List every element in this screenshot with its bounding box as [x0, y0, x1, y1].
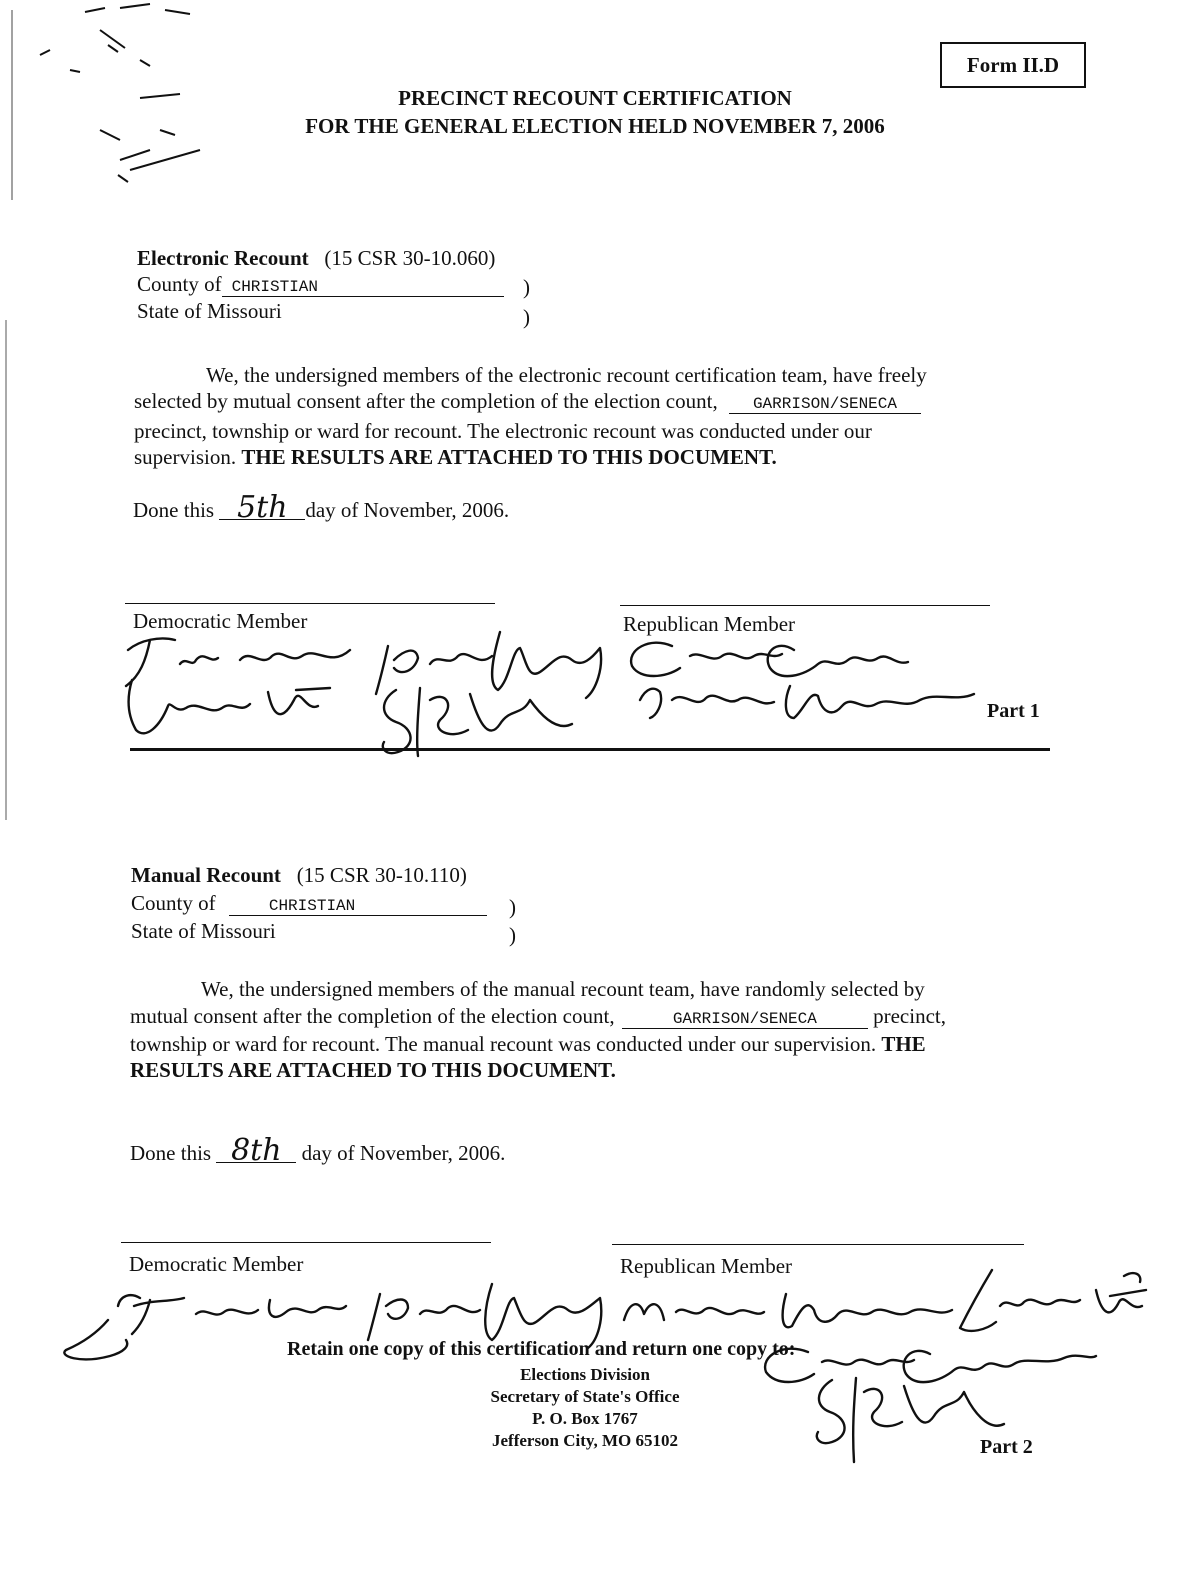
democratic-member-label: Democratic Member	[129, 1252, 304, 1276]
done-this-row-2	[130, 1133, 506, 1168]
democratic-member-label: Democratic Member	[133, 609, 308, 633]
part-2-label: Part 2	[980, 1436, 1033, 1458]
signature-republican-1	[631, 643, 908, 676]
title-line-1: PRECINCT RECOUNT CERTIFICATION	[398, 86, 792, 110]
county-label: County of	[131, 891, 216, 915]
part-1-label: Part 1	[987, 700, 1040, 722]
done-day-handwritten: 8th	[216, 1140, 296, 1163]
electronic-recount-heading-row	[137, 245, 495, 271]
paren: )	[523, 305, 530, 329]
state-label: State of Missouri	[131, 919, 276, 943]
signature-republican-2	[640, 686, 974, 718]
paragraph-text: township or ward for recount. The manual recount was conducted under our supervision.	[130, 1032, 877, 1056]
county-field: CHRISTIAN	[229, 897, 487, 916]
signature-line	[612, 1244, 1024, 1245]
signature-line	[121, 1242, 491, 1243]
paragraph-line	[130, 1031, 926, 1058]
manual-recount-citation: (15 CSR 30-10.110)	[296, 863, 467, 887]
signature-bottom-6	[817, 1378, 1004, 1462]
signature-bottom-5	[765, 1349, 1096, 1382]
done-day-handwritten: 5th	[219, 497, 305, 520]
county-row-2	[131, 890, 487, 916]
retain-instruction: Retain one copy of this certification and return one copy to:	[287, 1338, 796, 1360]
manual-recount-heading-row	[131, 862, 467, 888]
results-attached-notice: RESULTS ARE ATTACHED TO THIS DOCUMENT.	[130, 1058, 616, 1082]
paragraph-line: We, the undersigned members of the manual recount team, have randomly selected by	[201, 977, 925, 1001]
paragraph-line: precinct, township or ward for recount. The electronic recount was conducted under our	[134, 419, 872, 443]
signature-democratic-1	[126, 638, 350, 686]
manual-recount-heading: Manual Recount	[131, 863, 281, 887]
paragraph-text: precinct,	[873, 1004, 946, 1028]
signature-line	[620, 605, 990, 606]
state-label: State of Missouri	[137, 299, 282, 323]
paragraph-line	[134, 388, 921, 415]
paragraph-line: We, the undersigned members of the electronic recount certification team, have freely	[206, 363, 927, 387]
paragraph-bold-text: THE	[881, 1032, 926, 1056]
address-line: Jefferson City, MO 65102	[491, 1431, 679, 1450]
signature-democratic-3	[376, 632, 601, 698]
electronic-recount-heading: Electronic Recount	[137, 246, 309, 270]
signature-bottom-4	[960, 1270, 1146, 1331]
precinct-field: GARRISON/SENECA	[729, 395, 921, 414]
paragraph-line	[130, 1003, 946, 1030]
paren: )	[523, 275, 530, 299]
scan-artifacts	[0, 0, 220, 200]
address-line: Secretary of State's Office	[490, 1387, 680, 1406]
county-row-1	[137, 271, 504, 297]
done-prefix: Done this	[130, 1141, 212, 1165]
return-address	[455, 1364, 715, 1452]
signature-democratic-4	[383, 688, 572, 756]
precinct-field: GARRISON/SENECA	[622, 1010, 868, 1029]
done-this-row-1	[133, 490, 510, 525]
title-line-2: FOR THE GENERAL ELECTION HELD NOVEMBER 7, 2006	[305, 114, 885, 138]
paragraph-text: selected by mutual consent after the completion of the election count,	[134, 389, 718, 413]
page-edge-marks	[0, 300, 12, 840]
paragraph-line	[134, 444, 777, 471]
address-line: Elections Division	[520, 1365, 650, 1384]
signature-line	[125, 603, 495, 604]
signature-bottom-3	[624, 1294, 952, 1327]
done-suffix: day of November, 2006.	[305, 498, 510, 522]
republican-member-label: Republican Member	[623, 612, 796, 636]
paragraph-text: mutual consent after the completion of the election count,	[130, 1004, 615, 1028]
paren: )	[509, 923, 516, 947]
done-suffix: day of November, 2006.	[301, 1141, 506, 1165]
address-line: P. O. Box 1767	[532, 1409, 638, 1428]
signature-democratic-2	[129, 680, 330, 733]
paragraph-text: supervision.	[134, 445, 237, 469]
republican-member-label: Republican Member	[620, 1254, 793, 1278]
section-divider	[130, 748, 1050, 751]
electronic-recount-citation: (15 CSR 30-10.060)	[324, 246, 496, 270]
done-prefix: Done this	[133, 498, 215, 522]
form-label: Form II.D	[940, 42, 1086, 88]
results-attached-notice: THE RESULTS ARE ATTACHED TO THIS DOCUMENT.	[241, 445, 777, 469]
county-label: County of	[137, 272, 222, 296]
paren: )	[509, 895, 516, 919]
county-field: CHRISTIAN	[222, 278, 504, 297]
